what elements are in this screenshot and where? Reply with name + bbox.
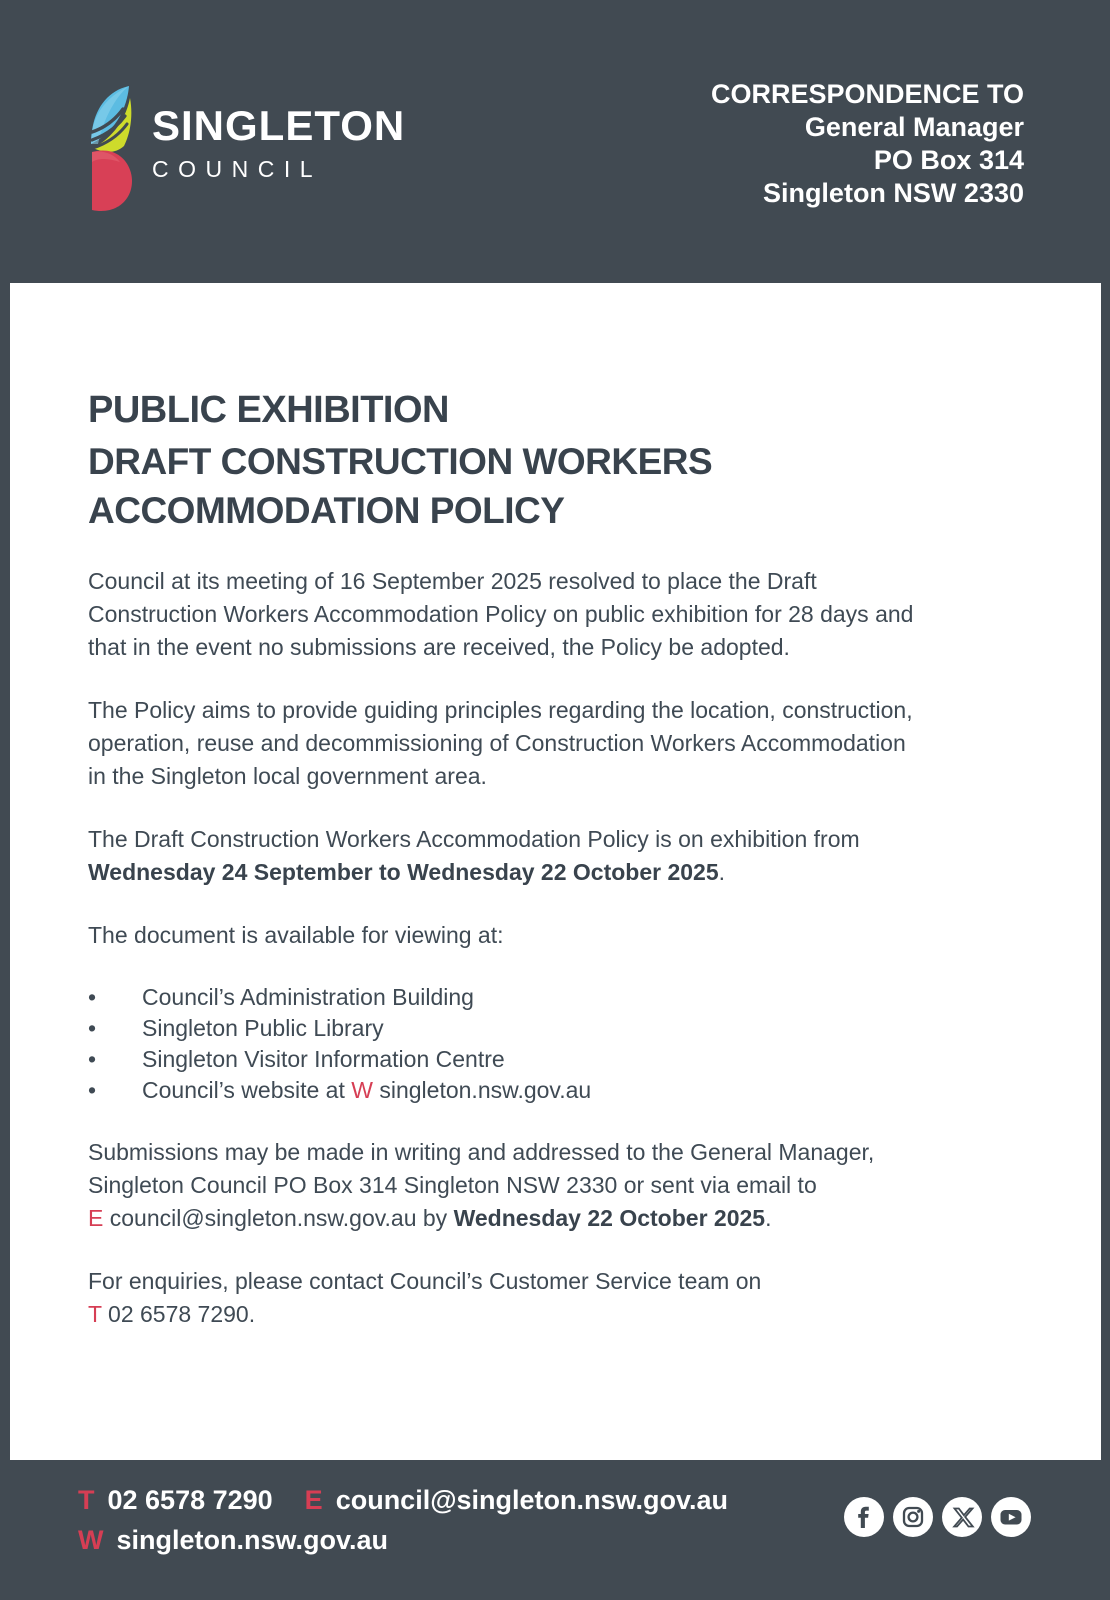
phone-letter: T (88, 1301, 102, 1327)
footer-phone (78, 1485, 273, 1515)
text-line: The Draft Construction Workers Accommodation Policy is on exhibition from (88, 826, 860, 852)
council-wordmark (152, 104, 405, 182)
email-label: E (304, 1485, 323, 1515)
bullet-icon: • (88, 1015, 97, 1041)
council-logo-icon (84, 82, 134, 216)
footer-contact-line-2 (78, 1520, 760, 1560)
paragraph-exhibition-dates (88, 823, 1003, 889)
text-line: in the Singleton local government area. (88, 763, 487, 789)
text-line: For enquiries, please contact Council’s Customer Service team on (88, 1268, 762, 1294)
bullet-icon: • (88, 984, 97, 1010)
council-subname: COUNCIL (152, 156, 323, 182)
subtitle-line-2: ACCOMMODATION POLICY (88, 490, 565, 531)
notice-title: PUBLIC EXHIBITION (88, 389, 449, 431)
list-item (88, 1075, 1003, 1106)
submission-email: council@singleton.nsw.gov.au by (103, 1205, 454, 1231)
footer-contact (78, 1480, 760, 1560)
text-segment: . (765, 1205, 772, 1231)
x-twitter-icon[interactable] (942, 1497, 982, 1537)
text-line: operation, reuse and decommissioning of Construction Workers Accommodation (88, 730, 906, 756)
submission-deadline: Wednesday 22 October 2025 (453, 1205, 766, 1231)
list-item (88, 1044, 1003, 1075)
exhibition-date-range: Wednesday 24 September to Wednesday 22 October 2025 (88, 859, 719, 885)
location-public-library: Singleton Public Library (142, 1015, 384, 1041)
text-segment: Council’s website at (142, 1077, 352, 1103)
council-name: SINGLETON (152, 102, 406, 149)
header-band (0, 0, 1110, 283)
phone-label: T (78, 1485, 95, 1515)
text-line: The Policy aims to provide guiding principles regarding the location, construction, (88, 697, 913, 723)
notice-subtitle (88, 437, 1003, 535)
web-label: W (78, 1525, 104, 1555)
bullet-icon: • (88, 1077, 97, 1103)
location-website (142, 1075, 591, 1106)
web-letter: W (351, 1077, 373, 1103)
website-url: singleton.nsw.gov.au (372, 1077, 592, 1103)
footer-email (305, 1485, 728, 1515)
facebook-icon[interactable] (844, 1497, 884, 1537)
text-line: Singleton Council PO Box 314 Singleton NSW 2330 or sent via email to (88, 1172, 817, 1198)
paragraph-policy-aims (88, 694, 1003, 793)
correspondence-heading: CORRESPONDENCE TO (710, 79, 1024, 109)
notice-body (10, 283, 1101, 1460)
paragraph-viewing-intro: The document is available for viewing at: (88, 922, 504, 948)
email-address: council@singleton.nsw.gov.au (335, 1485, 729, 1515)
list-item (88, 982, 1003, 1013)
correspondence-recipient: General Manager (804, 112, 1024, 142)
correspondence-suburb: Singleton NSW 2330 (762, 178, 1024, 208)
instagram-icon[interactable] (893, 1497, 933, 1537)
bullet-icon: • (88, 1046, 97, 1072)
enquiries-phone: 02 6578 7290. (101, 1301, 256, 1327)
list-item (88, 1013, 1003, 1044)
text-line: Submissions may be made in writing and addressed to the General Manager, (88, 1139, 875, 1165)
viewing-locations-list (88, 982, 1003, 1106)
text-line: that in the event no submissions are received, the Policy be adopted. (88, 634, 790, 660)
correspondence-block (711, 78, 1024, 210)
paragraph-submissions (88, 1136, 1003, 1235)
footer-contact-line-1 (78, 1480, 760, 1520)
paragraph-resolution (88, 565, 1003, 664)
paragraph-enquiries (88, 1265, 1003, 1331)
location-admin-building: Council’s Administration Building (142, 984, 474, 1010)
social-links (844, 1497, 1031, 1537)
web-address: singleton.nsw.gov.au (116, 1525, 389, 1555)
text-line: Construction Workers Accommodation Policy on public exhibition for 28 days and (88, 601, 914, 627)
email-letter: E (88, 1205, 104, 1231)
youtube-icon[interactable] (991, 1497, 1031, 1537)
text-segment: . (718, 859, 726, 885)
subtitle-line-1: DRAFT CONSTRUCTION WORKERS (88, 441, 713, 482)
phone-number: 02 6578 7290 (107, 1485, 273, 1515)
location-visitor-centre: Singleton Visitor Information Centre (142, 1046, 505, 1072)
footer-band (0, 1460, 1110, 1600)
text-line: Council at its meeting of 16 September 2025 resolved to place the Draft (88, 568, 817, 594)
correspondence-pobox: PO Box 314 (873, 145, 1024, 175)
